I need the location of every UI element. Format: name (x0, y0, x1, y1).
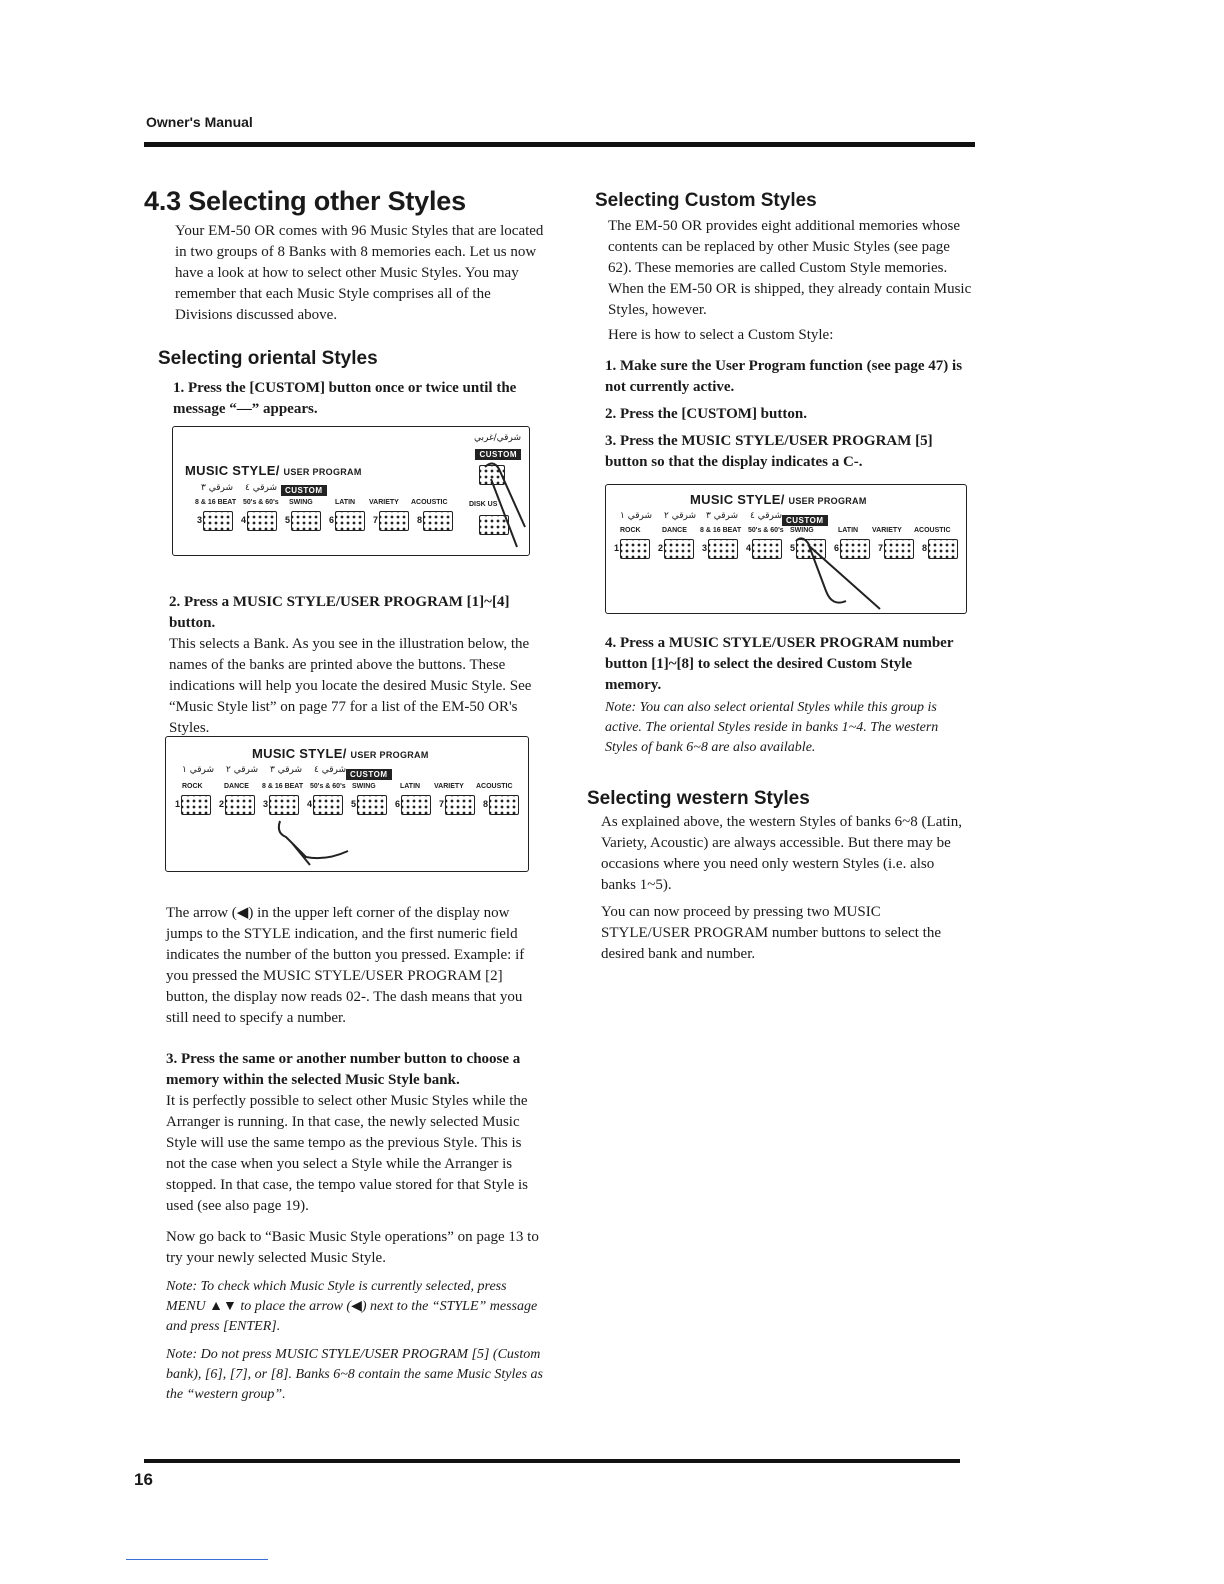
style-button-7[interactable] (379, 511, 409, 531)
label-8-16-beat: 8 & 16 BEAT (195, 499, 237, 506)
header-rule (144, 142, 975, 147)
btn-num-3: 3 (263, 799, 269, 809)
section-title: 4.3 Selecting other Styles (144, 186, 466, 216)
style-button-7[interactable] (445, 795, 475, 815)
panel-title-3: MUSIC STYLE/ USER PROGRAM (690, 492, 867, 507)
btn-num-8: 8 (483, 799, 489, 809)
btn-num-2: 2 (219, 799, 225, 809)
custom-badge: CUSTOM (346, 769, 392, 780)
style-button-8[interactable] (928, 539, 958, 559)
style-button-6[interactable] (401, 795, 431, 815)
label-swing: SWING (289, 499, 313, 506)
btn-num-6: 6 (834, 543, 840, 553)
style-button-3[interactable] (203, 511, 233, 531)
btn-num-4: 4 (241, 515, 247, 525)
oriental-step-1: 1. Press the [CUSTOM] button once or twice until the message “—” appears. (173, 380, 517, 417)
style-button-8[interactable] (423, 511, 453, 531)
btn-num-2: 2 (658, 543, 664, 553)
arabic-bank-2: شرقي ٢ (226, 765, 259, 775)
custom-note: Note: You can also select oriental Styles while this group is active. The oriental Styles reside in banks 1~4. The western Styles of bank 6~8 are also available. (605, 700, 939, 755)
style-button-6[interactable] (335, 511, 365, 531)
label-acoustic: ACOUSTIC (411, 499, 448, 506)
arabic-bank-2: شرقي ٢ (664, 511, 697, 521)
western-heading: Selecting western Styles (587, 788, 810, 809)
label-acoustic: ACOUSTIC (476, 783, 513, 790)
style-button-2[interactable] (664, 539, 694, 559)
custom-heading: Selecting Custom Styles (595, 190, 817, 211)
btn-num-6: 6 (395, 799, 401, 809)
label-latin: LATIN (400, 783, 421, 790)
btn-num-3: 3 (197, 515, 203, 525)
pointing-hand-icon (786, 535, 906, 611)
note-do-not-press: Note: Do not press MUSIC STYLE/USER PROGRAM [5] (Custom bank), [6], [7], or [8]. Banks 6~8 contain the same Music Styles as the “western group”. (166, 1347, 543, 1402)
custom-step-4: 4. Press a MUSIC STYLE/USER PROGRAM number button [1]~[8] to select the desired Custom Style memory. (605, 635, 954, 693)
style-button-5[interactable] (291, 511, 321, 531)
note-check-style: Note: To check which Music Style is currently selected, press MENU ▲▼ to place the arrow (◀) next to the “STYLE” message and press [ENTER]. (166, 1279, 538, 1334)
arabic-bank-3: شرقي ٣ (270, 765, 303, 775)
label-acoustic: ACOUSTIC (914, 527, 951, 534)
panel-title: MUSIC STYLE/ USER PROGRAM (185, 463, 362, 478)
display-panel-banks (165, 736, 529, 872)
label-50s-60s: 50's & 60's (243, 499, 279, 506)
custom-step-3: 3. Press the MUSIC STYLE/USER PROGRAM [5] button so that the display indicates a C-. (605, 433, 933, 470)
custom-intro: The EM-50 OR provides eight additional memories whose contents can be replaced by other Music Styles (see page 62). These memories are called Custom Style memories. When the EM-50 OR is shipped, they already contain Music Styles, however. (608, 218, 972, 318)
btn-num-1: 1 (175, 799, 181, 809)
label-variety: VARIETY (369, 499, 399, 506)
custom-howto: Here is how to select a Custom Style: (608, 327, 834, 343)
btn-num-5: 5 (285, 515, 291, 525)
style-button-2[interactable] (225, 795, 255, 815)
custom-step-1: 1. Make sure the User Program function (see page 47) is not currently active. (605, 358, 963, 395)
btn-num-6: 6 (329, 515, 335, 525)
label-disk: DISK US (469, 501, 498, 508)
oriental-step-2: 2. Press a MUSIC STYLE/USER PROGRAM [1]~[4] button. (169, 594, 510, 631)
footer-link-line (126, 1559, 268, 1560)
btn-num-7: 7 (439, 799, 445, 809)
custom-badge: CUSTOM (782, 515, 828, 526)
btn-num-4: 4 (307, 799, 313, 809)
btn-num-3: 3 (702, 543, 708, 553)
western-paragraph-2: You can now proceed by pressing two MUSIC STYLE/USER PROGRAM number buttons to select the desired bank and number. (601, 904, 941, 962)
label-rock: ROCK (620, 527, 641, 534)
step-2-body: This selects a Bank. As you see in the illustration below, the names of the banks are printed above the buttons. These indications will help you locate the desired Music Style. See “Music Style list” on page 77 for a list of the EM-50 OR's Styles. (169, 636, 532, 736)
btn-num-4: 4 (746, 543, 752, 553)
label-rock: ROCK (182, 783, 203, 790)
arabic-bank-2: شرقي ٤ (245, 483, 278, 493)
btn-num-8: 8 (922, 543, 928, 553)
btn-num-7: 7 (878, 543, 884, 553)
arabic-bank-1: شرقي ١ (620, 511, 653, 521)
panel-title-2: MUSIC STYLE/ USER PROGRAM (252, 746, 429, 761)
style-button-4[interactable] (313, 795, 343, 815)
label-swing: SWING (790, 527, 814, 534)
display-panel-custom-select (605, 484, 967, 614)
style-button-4[interactable] (247, 511, 277, 531)
btn-num-7: 7 (373, 515, 379, 525)
oriental-step-3: 3. Press the same or another number button to choose a memory within the selected Music Style bank. (166, 1051, 521, 1088)
style-button-3[interactable] (269, 795, 299, 815)
arabic-bank-3: شرقي ٣ (706, 511, 739, 521)
style-button-5[interactable] (357, 795, 387, 815)
running-header: Owner's Manual (146, 114, 253, 130)
step-3-body: It is perfectly possible to select other Music Styles while the Arranger is running. In that case, the newly selected Music Style will use the same tempo as the previous Style. This is not the case when you select a Style while the Arranger is stopped. In that case, the tempo value stored for that Style is used (see also page 19). (166, 1093, 528, 1214)
label-latin: LATIN (335, 499, 356, 506)
pointing-hand-icon (473, 457, 529, 553)
label-variety: VARIETY (434, 783, 464, 790)
custom-badge: CUSTOM (475, 449, 521, 460)
style-button-1[interactable] (181, 795, 211, 815)
style-button-1[interactable] (620, 539, 650, 559)
arabic-group-label: شرقي/غربي (473, 433, 521, 443)
label-variety: VARIETY (872, 527, 902, 534)
page-number: 16 (134, 1470, 153, 1489)
arabic-bank-1: شرقي ١ (182, 765, 215, 775)
western-paragraph-1: As explained above, the western Styles of banks 6~8 (Latin, Variety, Acoustic) are always accessible. But there may be occasions where you need only western Styles (i.e. also banks 1~5). (601, 814, 962, 893)
now-go-back: Now go back to “Basic Music Style operations” on page 13 to try your newly selected Music Style. (166, 1229, 539, 1266)
style-button-3[interactable] (708, 539, 738, 559)
custom-badge-small: CUSTOM (281, 485, 327, 496)
label-dance: DANCE (662, 527, 687, 534)
oriental-heading: Selecting oriental Styles (158, 348, 378, 369)
label-8-16-beat: 8 & 16 BEAT (700, 527, 742, 534)
arabic-bank-1: شرقي ٣ (201, 483, 234, 493)
arabic-bank-4: شرقي ٤ (314, 765, 347, 775)
btn-num-5: 5 (351, 799, 357, 809)
display-panel-custom (172, 426, 530, 556)
arrow-paragraph: The arrow (◀) in the upper left corner of the display now jumps to the STYLE indication, and the first numeric field indicates the number of the button you pressed. Example: if you pressed the MUSIC STYLE/USER PROGRAM [2] button, the display now reads 02-. The dash means that you still need to specify a number. (166, 905, 525, 1026)
label-50s-60s: 50's & 60's (748, 527, 784, 534)
label-swing: SWING (352, 783, 376, 790)
arabic-bank-4: شرقي ٤ (750, 511, 783, 521)
pointing-hand-icon (276, 817, 356, 869)
intro-paragraph: Your EM-50 OR comes with 96 Music Styles that are located in two groups of 8 Banks with 8 memories each. Let us now have a look at how to select other Music Styles. You may remember that each Music Style comprises all of the Divisions discussed above. (175, 223, 544, 323)
style-button-8[interactable] (489, 795, 519, 815)
footer-rule (144, 1459, 960, 1463)
label-50s-60s: 50's & 60's (310, 783, 346, 790)
label-dance: DANCE (224, 783, 249, 790)
btn-num-8: 8 (417, 515, 423, 525)
btn-num-5: 5 (790, 543, 796, 553)
btn-num-1: 1 (614, 543, 620, 553)
custom-step-2: 2. Press the [CUSTOM] button. (605, 406, 807, 422)
label-latin: LATIN (838, 527, 859, 534)
style-button-4[interactable] (752, 539, 782, 559)
label-8-16-beat: 8 & 16 BEAT (262, 783, 304, 790)
